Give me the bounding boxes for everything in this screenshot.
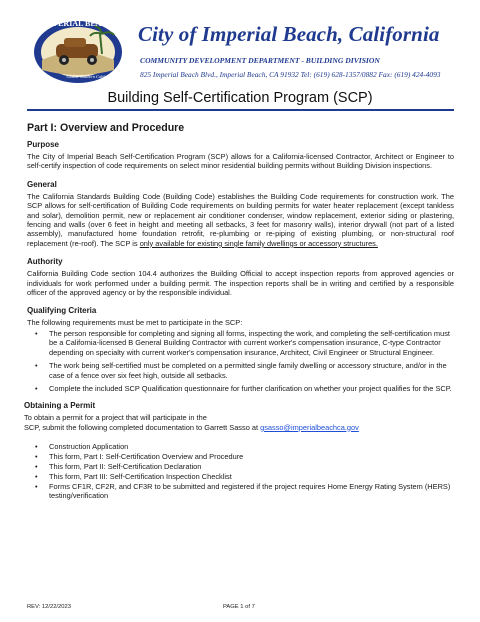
- criteria-intro: The following requirements must be met to participate in the SCP:: [27, 318, 243, 328]
- part-title: Part I: Overview and Procedure: [27, 122, 185, 134]
- authority-text: California Building Code section 104.4 authorizes the Building Official to accept inspection reports from approved agencies or individuals for work performed under a building permit. The inspection reports shall be in writing and certified by a responsible officer of the approved agency or by the responsible individual.: [27, 269, 454, 298]
- list-item: [35, 328, 454, 357]
- permit-item-text: This form, Part II: Self-Certification Declaration: [49, 461, 202, 471]
- authority-heading: Authority: [27, 257, 63, 267]
- list-item: [35, 461, 454, 471]
- criteria-heading: Qualifying Criteria: [27, 306, 97, 316]
- bullet-icon: •: [35, 471, 38, 481]
- purpose-text: The City of Imperial Beach Self-Certification Program (SCP) allows for a California-licensed Contractor, Architect or Engineer to self-certify inspection of code requirements on select minor residential building permits without Building Division inspections.: [27, 152, 454, 171]
- general-heading: General: [27, 179, 57, 189]
- permit-intro-line1: To obtain a permit for a project that will participate in the: [24, 413, 207, 423]
- permit-item-text: This form, Part III: Self-Certification Inspection Checklist: [49, 471, 232, 481]
- document-title: Building Self-Certification Program (SCP): [107, 90, 373, 106]
- bullet-icon: •: [35, 328, 38, 338]
- criteria-item-text: Complete the included SCP Qualification questionnaire for further clarification on whether your project qualifies for the SCP.: [49, 383, 452, 393]
- list-item: [35, 481, 454, 501]
- page-number: PAGE 1 of 7: [223, 604, 255, 610]
- bullet-icon: •: [35, 442, 38, 452]
- email-link[interactable]: gsasso@imperialbeachca.gov: [260, 422, 359, 432]
- permit-heading: Obtaining a Permit: [24, 401, 96, 411]
- criteria-list: [27, 329, 454, 393]
- general-text: The California Standards Building Code (Building Code) establishes the Building Code requirements for construction work. The SCP allows for self-certification of Building Code requirements on building permits for water heater replacement (except tankless and solar), demolition permit, new or replacement air conditioner condenser, window replacement, exterior siding or plastering, fencing and walls (over 6 feet in height and meeting all setbacks, 3 feet for masonry walls), interior drywall (not part of a listed assembly), manufactured home foundation retrofit, re-plumbing or re-piping of existing plumbing, or non-structural roof replacement (re-roof). The SCP is: [27, 191, 454, 248]
- purpose-heading: Purpose: [27, 140, 60, 149]
- document-body: [24, 122, 454, 501]
- permit-intro-line2: SCP, submit the following completed documentation to Garrett Sasso at: [24, 422, 261, 432]
- city-seal-logo: [30, 14, 126, 86]
- criteria-item-text: The person responsible for completing and signing all forms, inspecting the work, and completing the self-certification must be a California-licensed B General Building Contractor with current worker's compensation insurance, C-type Contractor depending on specialty with current worker's compensation insurance, Architect, Civil Engineer or Structural Engineer.: [49, 328, 450, 357]
- department-name: COMMUNITY DEVELOPMENT DEPARTMENT - BUILDING DIVISION: [140, 56, 380, 65]
- bullet-icon: •: [35, 383, 38, 393]
- bullet-icon: •: [35, 461, 38, 471]
- department-address: 825 Imperial Beach Blvd., Imperial Beach, CA 91932 Tel: (619) 628-1357/0882 Fax: (619) 424-4093: [140, 70, 441, 79]
- logo-text-bottom: Classic Southern California: [66, 74, 114, 79]
- list-item: [35, 452, 454, 462]
- list-item: [35, 361, 454, 380]
- permit-intro: [24, 413, 454, 432]
- city-title: City of Imperial Beach, California: [138, 22, 440, 46]
- permit-documents-list: [27, 442, 454, 500]
- bullet-icon: •: [35, 481, 38, 491]
- bullet-icon: •: [35, 361, 38, 371]
- permit-item-text: Construction Application: [49, 442, 129, 452]
- logo-text-top: IMPERIAL BEACH: [42, 19, 114, 28]
- permit-item-text: Forms CF1R, CF2R, and CF3R to be submitted and registered if the project requires Home Energy Rating System (HERS) testing/verification: [49, 481, 451, 501]
- list-item: [35, 471, 454, 481]
- list-item: [35, 442, 454, 452]
- bullet-icon: •: [35, 452, 38, 462]
- criteria-item-text: The work being self-certified must be completed on a permitted single family dwelling or accessory structure, and/or in the case of a fence over six feet high, outside all setbacks.: [49, 361, 447, 380]
- list-item: [35, 383, 454, 393]
- general-paragraph: [27, 192, 454, 248]
- title-divider: [27, 109, 454, 111]
- revision-date: REV: 12/22/2023: [27, 604, 71, 610]
- permit-item-text: This form, Part I: Self-Certification Overview and Procedure: [49, 452, 244, 462]
- general-underlined-text: only available for existing single family dwellings or accessory structures.: [139, 238, 378, 248]
